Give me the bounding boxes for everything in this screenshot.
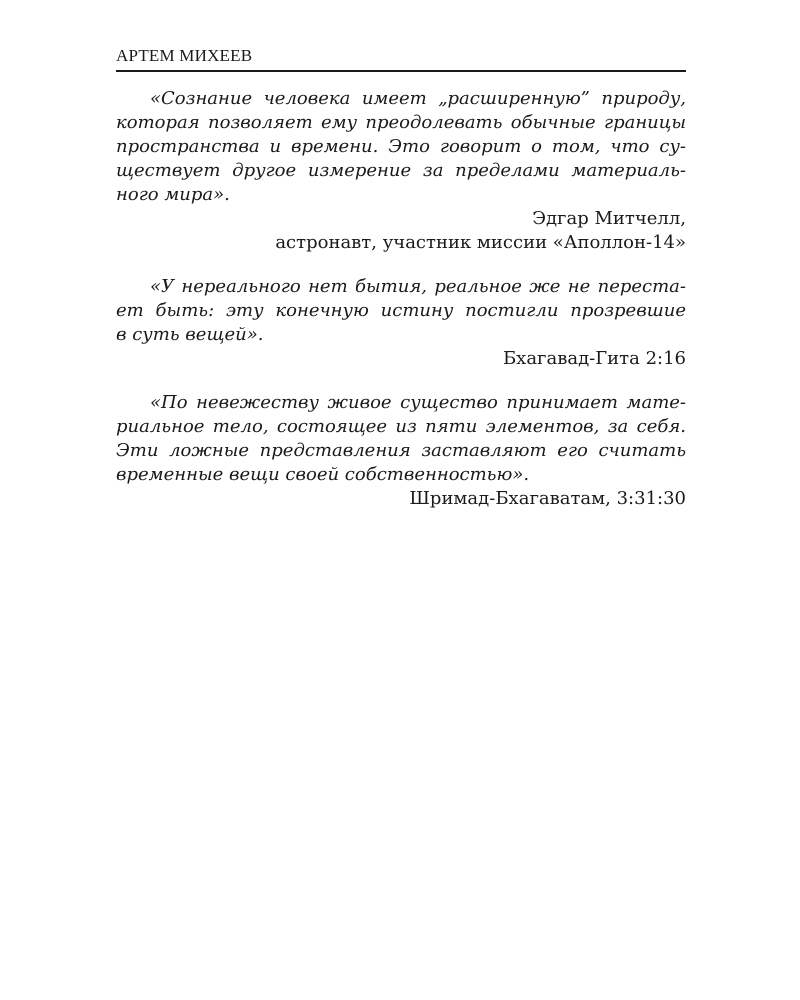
quote-line: «У нереального нет бытия, реальное же не переста- <box>150 276 686 297</box>
header-rule <box>116 70 686 72</box>
quote-line: пространства и времени. Это говорит о том, что су- <box>116 136 686 157</box>
quote-line: «По невежеству живое существо принимает мате- <box>150 392 686 413</box>
attribution-author: Эдгар Митчелл, <box>532 208 686 229</box>
quote-line: риальное тело, состоящее из пяти элементов, за себя. <box>116 416 686 437</box>
quote-line: ного мира». <box>116 184 230 205</box>
quote-line: ществует другое измерение за пределами материаль- <box>116 160 686 181</box>
quote-line: в суть вещей». <box>116 324 264 345</box>
epigraph-mitchell <box>116 87 686 255</box>
attribution-role: астронавт, участник миссии «Аполлон-14» <box>275 232 686 253</box>
quote-line: «Сознание человека имеет „расширенную” природу, <box>150 88 686 109</box>
quote-line: ет быть: эту конечную истину постигли прозревшие <box>116 300 686 321</box>
epigraph-gita <box>116 275 686 371</box>
running-head: АРТЕМ МИХЕЕВ <box>116 46 253 65</box>
attribution-source: Шримад-Бхагаватам, 3:31:30 <box>409 488 686 509</box>
quote-line: Эти ложные представления заставляют его считать <box>116 440 686 461</box>
quote-line: которая позволяет ему преодолевать обычные границы <box>116 112 686 133</box>
epigraph-bhagavatam <box>116 391 686 511</box>
quote-line: временные вещи своей собственностью». <box>116 464 530 485</box>
attribution-source: Бхагавад-Гита 2:16 <box>502 348 686 369</box>
